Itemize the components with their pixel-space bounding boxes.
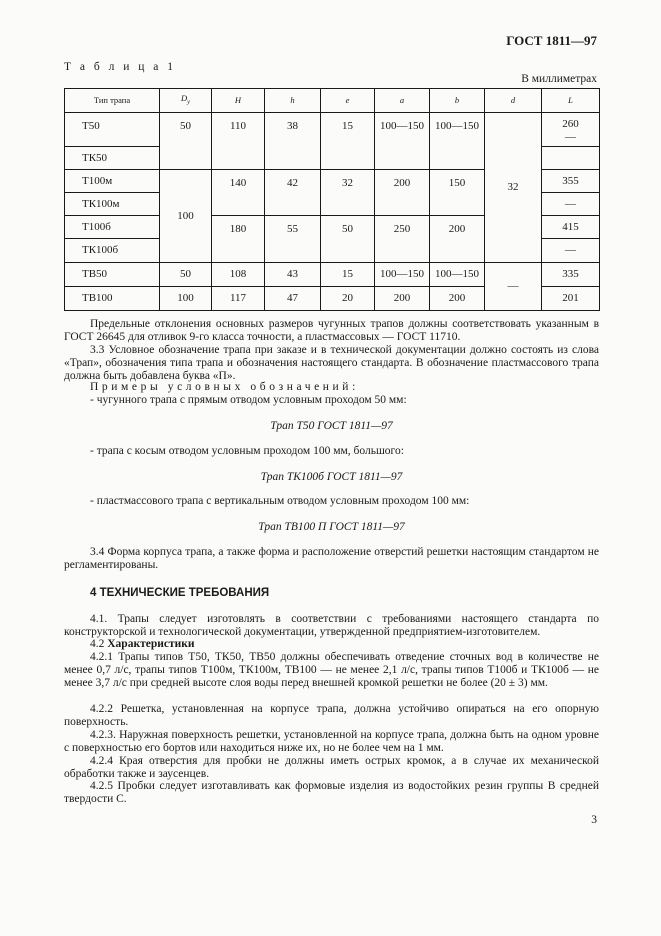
cell-a: 100—150 [375,263,430,287]
cell-type: ТВ50 [65,263,160,287]
cell-L: 201 [542,287,600,311]
cell-dy: 50 [160,113,212,170]
example-2: Трап ТК100б ГОСТ 1811—97 [260,471,403,483]
paragraph-3-4: 3.4 Форма корпуса трапа, а также форма и расположение отверстий решетки настоящим стандартом не регламентированы. [64,546,599,572]
cell-e: 50 [321,216,375,263]
cell-type: ТВ100 [65,287,160,311]
cell-type: ТК50 [65,147,160,170]
cell-a: 200 [375,287,430,311]
example-1: Трап Т50 ГОСТ 1811—97 [270,420,393,432]
example-3: Трап ТВ100 П ГОСТ 1811—97 [258,521,405,533]
paragraph-4-2-3: 4.2.3. Наружная поверхность решетки, установленной на корпусе трапа, должна быть на одном уровне с поверхностью его бортов или находиться ниже их, но не более чем на 1 мм. [64,729,599,755]
cell-L-dash: — [565,130,576,143]
col-header-H: H [212,89,265,113]
cell-L: — [542,239,600,263]
cell-d: 32 [485,113,542,263]
cell-L: 415 [542,216,600,239]
cell-dy: 100 [160,287,212,311]
example-1-description: - чугунного трапа с прямым отводом условным проходом 50 мм: [90,394,407,406]
cell-type: Т100м [65,170,160,193]
examples-heading: Примеры условных обозначений: [90,381,359,393]
cell-b: 200 [430,287,485,311]
cell-b: 100—150 [430,263,485,287]
example-2-description: - трапа с косым отводом условным проходом 100 мм, большого: [90,445,404,457]
cell-dy: 50 [160,263,212,287]
table-header-row [65,89,600,113]
cell-a: 250 [375,216,430,263]
col-header-L: L [542,89,600,113]
page-number: 3 [591,814,597,826]
cell-b: 100—150 [430,113,485,170]
cell-H: 108 [212,263,265,287]
paragraph-4-1: 4.1. Трапы следует изготовлять в соответствии с требованиями настоящего стандарта по конструкторской и технологической документации, утвержденной предприятием-изготовителем. [64,613,599,639]
section-heading-4: 4 ТЕХНИЧЕСКИЕ ТРЕБОВАНИЯ [90,587,270,599]
cell-b: 150 [430,170,485,216]
table-row [65,263,600,287]
cell-L: 335 [542,263,600,287]
cell-e: 20 [321,287,375,311]
cell-d: — [485,263,542,311]
example-3-description: - пластмассового трапа с вертикальным отводом условным проходом 100 мм: [90,495,470,507]
table-caption: Т а б л и ц а 1 [64,61,177,73]
col-header-type: Тип трапа [65,89,160,113]
paragraph-deviations: Предельные отклонения основных размеров чугунных трапов должны соответствовать указанным в ГОСТ 26645 для отливок 9-го класса точности, а пластмассовых — ГОСТ 11710. [64,318,599,344]
cell-type: ТК100б [65,239,160,263]
paragraph-4-2-4: 4.2.4 Края отверстия для пробки не должны иметь острых кромок, а в случае их механической обработки также и заусенцев. [64,755,599,781]
col-header-d: d [485,89,542,113]
col-header-b: b [430,89,485,113]
paragraph-4-2-1: 4.2.1 Трапы типов Т50, ТК50, ТВ50 должны обеспечивать отведение сточных вод в количестве не менее 0,7 л/с, трапы типов Т100м, ТК100м, ТВ100 — не менее 2,1 л/с, трапы типов Т100б и ТК100б — не менее 3,7 л/с при средней высоте слоя воды перед внешней кромкой решетки не более (20 ± 3) мм. [64,651,599,690]
col-header-dy: $D_у$ [160,89,212,113]
paragraph-3-3: 3.3 Условное обозначение трапа при заказе и в технической документации должно состоять из слова «Трап», обозначения типа трапа и обозначения настоящего стандарта. В обозначение пластмассового трапа должна быть добавлена буква «П». [64,344,599,383]
cell-L: — [542,193,600,216]
cell-h: 47 [265,287,321,311]
cell-L [542,147,600,170]
table-row [65,113,600,147]
cell-type: ТК100м [65,193,160,216]
cell-L: 355 [542,170,600,193]
cell-L [542,113,600,147]
paragraph-4-2-number: 4.2 [90,638,105,650]
col-header-h: h [265,89,321,113]
cell-dy: 100 [160,170,212,263]
cell-H: 180 [212,216,265,263]
paragraph-4-2-2: 4.2.2 Решетка, установленная на корпусе трапа, должна устойчиво опираться на его опорную поверхность. [64,703,599,729]
cell-b: 200 [430,216,485,263]
col-header-a: a [375,89,430,113]
cell-H: 110 [212,113,265,170]
cell-H: 117 [212,287,265,311]
dimensions-table [64,88,600,311]
col-header-e: e [321,89,375,113]
cell-a: 200 [375,170,430,216]
cell-e: 15 [321,263,375,287]
cell-h: 43 [265,263,321,287]
cell-type: Т50 [65,113,160,147]
document-id: ГОСТ 1811—97 [506,33,597,48]
cell-e: 32 [321,170,375,216]
cell-e: 15 [321,113,375,170]
cell-h: 42 [265,170,321,216]
cell-h: 55 [265,216,321,263]
cell-H: 140 [212,170,265,216]
cell-L-value: 260 [562,118,579,130]
paragraph-4-2-title: Характеристики [107,638,195,650]
paragraph-4-2-5: 4.2.5 Пробки следует изготавливать как формовые изделия из водостойких резин группы В средней твердости С. [64,780,599,806]
paragraph-4-2 [64,638,599,651]
cell-a: 100—150 [375,113,430,170]
unit-note: В миллиметрах [521,73,597,85]
cell-type: Т100б [65,216,160,239]
cell-h: 38 [265,113,321,170]
